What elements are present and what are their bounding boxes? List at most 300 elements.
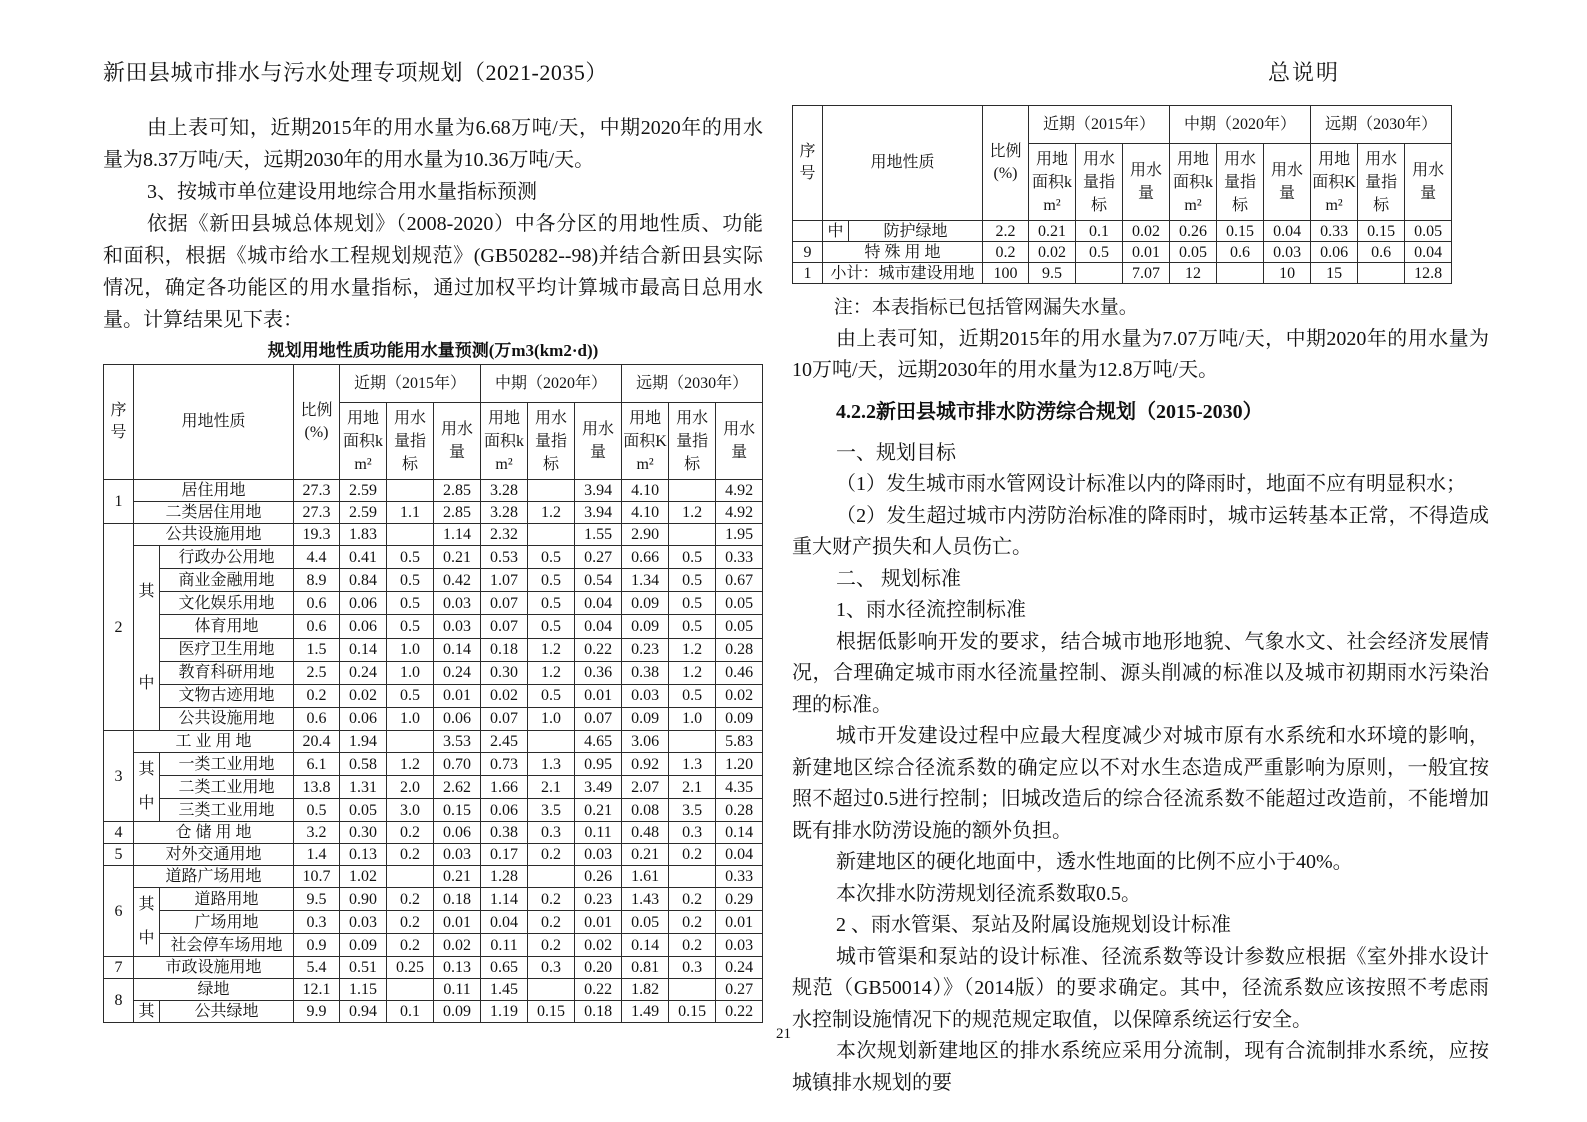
table-cell: 6.1 xyxy=(294,753,340,776)
table-cell: 5 xyxy=(104,844,134,866)
table-cell: 0.14 xyxy=(434,638,481,661)
table-cell: 0.18 xyxy=(481,638,528,661)
table-cell xyxy=(528,524,575,546)
table-cell: 0.58 xyxy=(340,753,387,776)
table-note: 注：本表指标已包括管网漏失水量。 xyxy=(833,297,1138,318)
table-cell: 0.09 xyxy=(622,615,669,638)
table-cell: 2.62 xyxy=(434,776,481,799)
table-cell: 0.18 xyxy=(575,1001,622,1023)
table-cell: 0.07 xyxy=(575,707,622,730)
table-cell: 1.2 xyxy=(528,502,575,524)
table-cell: 0.06 xyxy=(340,592,387,615)
table-cell: 0.04 xyxy=(575,615,622,638)
table-cell: 0.27 xyxy=(575,546,622,569)
table-cell: 0.2 xyxy=(528,844,575,866)
table-cell: 1.19 xyxy=(481,1001,528,1023)
table-cell: 0.03 xyxy=(716,934,763,957)
table-cell: 居住用地 xyxy=(134,480,294,502)
table-cell: 1.15 xyxy=(340,979,387,1001)
table-cell: 0.21 xyxy=(434,866,481,888)
table-cell: 1.1 xyxy=(387,502,434,524)
table-cell: 2.2 xyxy=(983,221,1029,242)
table-cell: 0.03 xyxy=(434,844,481,866)
table-cell: 0.2 xyxy=(983,242,1029,263)
table-cell: 0.07 xyxy=(481,707,528,730)
table-cell: 7.07 xyxy=(1123,263,1170,284)
table-cell: 0.5 xyxy=(669,569,716,592)
table-cell: 用地性质 xyxy=(134,365,294,480)
table-cell: 2.45 xyxy=(481,731,528,753)
table-cell: 0.06 xyxy=(340,707,387,730)
table-cell: 8 xyxy=(104,979,134,1023)
table-cell: 0.14 xyxy=(716,822,763,844)
table-cell: 1.55 xyxy=(575,524,622,546)
table-cell: 远期（2030年） xyxy=(1311,106,1452,144)
table-cell: 0.11 xyxy=(434,979,481,1001)
table-cell: 3.53 xyxy=(434,731,481,753)
table-cell: 9.9 xyxy=(294,1001,340,1023)
table-cell: 0.14 xyxy=(622,934,669,957)
table-cell: 0.17 xyxy=(481,844,528,866)
table-cell: 0.11 xyxy=(481,934,528,957)
table-cell: 5.83 xyxy=(716,731,763,753)
table-cell: 用地面积Km² xyxy=(622,403,669,480)
table-cell: 0.15 xyxy=(669,1001,716,1023)
table-cell: 4.65 xyxy=(575,731,622,753)
table-cell: 0.04 xyxy=(716,844,763,866)
table-cell: 0.5 xyxy=(387,592,434,615)
table-cell: 公共绿地 xyxy=(160,1001,294,1023)
table-cell: 0.01 xyxy=(434,684,481,707)
table-cell: 近期（2015年） xyxy=(340,365,481,403)
table-cell: 0.03 xyxy=(575,844,622,866)
table-cell: 二类居住用地 xyxy=(134,502,294,524)
table-cell: 中 xyxy=(823,221,849,242)
paragraph: 二、 规划标准 xyxy=(836,567,961,590)
paragraph: 由上表可知，近期2015年的用水量为6.68万吨/天，中期2020年的用水量为8.37万吨/天，远期2030年的用水量为10.36万吨/天。 xyxy=(103,117,763,171)
table-cell: 0.15 xyxy=(1217,221,1264,242)
table-cell: 用水量指标 xyxy=(1358,144,1405,221)
table-cell: 比例(%) xyxy=(294,365,340,480)
table-cell: 其中 xyxy=(134,888,160,957)
table-cell: 商业金融用地 xyxy=(160,569,294,592)
table-cell: 1.2 xyxy=(387,753,434,776)
table-cell: 1.82 xyxy=(622,979,669,1001)
table-cell: 0.30 xyxy=(340,822,387,844)
table-cell: 0.1 xyxy=(1076,221,1123,242)
water-demand-table-continued xyxy=(792,105,1452,284)
table-cell: 小计：城市建设用地 xyxy=(823,263,983,284)
table-cell: 0.1 xyxy=(387,1001,434,1023)
table-cell: 序号 xyxy=(104,365,134,480)
table-cell: 用水量 xyxy=(1405,144,1452,221)
paragraph: 本次排水防涝规划径流系数取0.5。 xyxy=(836,882,1141,905)
table-cell: 用水量 xyxy=(716,403,763,480)
table-cell: 0.03 xyxy=(340,911,387,934)
table-cell: 0.23 xyxy=(575,888,622,911)
table-cell: 0.05 xyxy=(622,911,669,934)
table-cell: 20.4 xyxy=(294,731,340,753)
table-cell: 1.5 xyxy=(294,638,340,661)
table-cell: 1.2 xyxy=(669,638,716,661)
table-cell: 9.5 xyxy=(294,888,340,911)
table-cell: 0.5 xyxy=(669,615,716,638)
table-cell: 0.33 xyxy=(716,866,763,888)
table-cell: 1.0 xyxy=(387,638,434,661)
table-cell: 0.04 xyxy=(481,911,528,934)
table-cell: 9.5 xyxy=(1029,263,1076,284)
table-cell: 0.08 xyxy=(622,799,669,822)
table-cell: 0.53 xyxy=(481,546,528,569)
table-cell: 0.2 xyxy=(669,934,716,957)
table-cell: 0.23 xyxy=(622,638,669,661)
table-cell: 0.41 xyxy=(340,546,387,569)
table-cell: 用地面积km² xyxy=(340,403,387,480)
table-cell: 0.14 xyxy=(340,638,387,661)
table-cell: 27.3 xyxy=(294,502,340,524)
table-cell: 0.28 xyxy=(716,799,763,822)
table-cell: 0.2 xyxy=(528,934,575,957)
table-cell: 0.3 xyxy=(528,822,575,844)
table-cell: 1.66 xyxy=(481,776,528,799)
table-cell: 8.9 xyxy=(294,569,340,592)
table-cell: 10 xyxy=(1264,263,1311,284)
paragraph: 由上表可知，近期2015年的用水量为7.07万吨/天，中期2020年的用水量为10万吨/天，远期2030年的用水量为12.8万吨/天。 xyxy=(792,327,1489,381)
table-cell: 用地面积Km² xyxy=(1311,144,1358,221)
table-cell: 0.21 xyxy=(575,799,622,822)
table-cell: 0.21 xyxy=(434,546,481,569)
section-heading: 4.2.2新田县城市排水防涝综合规划（2015-2030） xyxy=(836,400,1263,423)
table-cell: 0.02 xyxy=(1123,221,1170,242)
table-cell: 0.02 xyxy=(1029,242,1076,263)
table-cell: 6 xyxy=(104,866,134,957)
table-cell: 0.22 xyxy=(575,979,622,1001)
table-cell: 1.2 xyxy=(669,502,716,524)
table-cell: 0.42 xyxy=(434,569,481,592)
table-cell: 0.22 xyxy=(716,1001,763,1023)
table-cell: 0.3 xyxy=(669,822,716,844)
table-cell: 0.24 xyxy=(340,661,387,684)
table-cell: 5.4 xyxy=(294,957,340,979)
paragraph: 本次规划新建地区的排水系统应采用分流制，现有合流制排水系统，应按城镇排水规划的要 xyxy=(792,1040,1489,1094)
table-cell: 0.06 xyxy=(434,822,481,844)
table-cell: 0.21 xyxy=(622,844,669,866)
table-cell: 3 xyxy=(104,731,134,822)
table-cell: 0.06 xyxy=(340,615,387,638)
table-cell: 仓 储 用 地 xyxy=(134,822,294,844)
table-cell: 1.45 xyxy=(481,979,528,1001)
table-cell xyxy=(1358,263,1405,284)
table-cell: 序号 xyxy=(793,106,823,221)
table-cell: 0.02 xyxy=(434,934,481,957)
table-cell: 0.5 xyxy=(387,684,434,707)
table-cell: 0.02 xyxy=(340,684,387,707)
table-cell: 2.85 xyxy=(434,502,481,524)
table-cell: 1.0 xyxy=(528,707,575,730)
table-cell xyxy=(669,480,716,502)
table-cell: 0.05 xyxy=(716,592,763,615)
table-cell: 防护绿地 xyxy=(849,221,983,242)
table-cell: 1.31 xyxy=(340,776,387,799)
document-title-header: 新田县城市排水与污水处理专项规划（2021-2035） xyxy=(103,60,608,85)
table-cell: 1.34 xyxy=(622,569,669,592)
table-cell: 0.84 xyxy=(340,569,387,592)
table-cell: 0.21 xyxy=(1029,221,1076,242)
table-cell: 0.2 xyxy=(294,684,340,707)
table-cell: 0.13 xyxy=(434,957,481,979)
table-cell: 0.09 xyxy=(622,592,669,615)
table-cell: 0.20 xyxy=(575,957,622,979)
table-cell: 1 xyxy=(104,480,134,524)
table-cell: 0.01 xyxy=(716,911,763,934)
page-number: 21 xyxy=(776,1026,791,1042)
table-cell xyxy=(669,866,716,888)
table-cell: 2.1 xyxy=(669,776,716,799)
table-cell: 1.14 xyxy=(481,888,528,911)
table-cell: 0.05 xyxy=(1170,242,1217,263)
table-cell: 0.03 xyxy=(434,615,481,638)
paragraph: 1、雨水径流控制标准 xyxy=(836,599,1026,621)
table-cell: 1.49 xyxy=(622,1001,669,1023)
table-cell: 0.30 xyxy=(481,661,528,684)
table-cell: 0.3 xyxy=(294,911,340,934)
paragraph: 新建地区的硬化地面中，透水性地面的比例不应小于40%。 xyxy=(836,851,1353,873)
table-cell: 绿地 xyxy=(134,979,294,1001)
table-cell: 0.33 xyxy=(716,546,763,569)
table-cell: 1.95 xyxy=(716,524,763,546)
table-cell: 0.27 xyxy=(716,979,763,1001)
table-cell: 用地面积km² xyxy=(1029,144,1076,221)
table-cell: 0.09 xyxy=(434,1001,481,1023)
table-cell: 0.03 xyxy=(434,592,481,615)
table-cell: 0.24 xyxy=(716,957,763,979)
table-cell: 0.18 xyxy=(434,888,481,911)
table-cell: 工 业 用 地 xyxy=(134,731,294,753)
table-cell: 1.3 xyxy=(528,753,575,776)
table-cell: 0.70 xyxy=(434,753,481,776)
table-cell: 0.06 xyxy=(1311,242,1358,263)
table-cell: 1.14 xyxy=(434,524,481,546)
table-cell: 3.94 xyxy=(575,502,622,524)
table-cell: 0.05 xyxy=(340,799,387,822)
table-cell: 0.11 xyxy=(575,822,622,844)
table-cell: 0.5 xyxy=(669,592,716,615)
table-cell: 4.35 xyxy=(716,776,763,799)
table-cell: 用水量 xyxy=(575,403,622,480)
table-cell: 0.2 xyxy=(387,844,434,866)
table-cell xyxy=(387,979,434,1001)
table-cell: 0.01 xyxy=(575,911,622,934)
table-cell: 19.3 xyxy=(294,524,340,546)
subheading: 3、按城市单位建设用地综合用水量指标预测 xyxy=(147,181,537,203)
table-cell: 0.05 xyxy=(716,615,763,638)
table-cell: 0.3 xyxy=(528,957,575,979)
table-cell: 0.06 xyxy=(434,707,481,730)
table-cell: 13.8 xyxy=(294,776,340,799)
table-cell: 0.6 xyxy=(294,592,340,615)
table-cell: 一类工业用地 xyxy=(160,753,294,776)
paragraph: 根据低影响开发的要求，结合城市地形地貌、气象水文、社会经济发展情况，合理确定城市雨水径流量控制、源头削减的标准以及城市初期雨水污染治理的标准。 xyxy=(792,630,1489,716)
table-cell: 4.4 xyxy=(294,546,340,569)
table-cell: 1.43 xyxy=(622,888,669,911)
table-cell: 27.3 xyxy=(294,480,340,502)
table-cell: 0.2 xyxy=(387,888,434,911)
table-cell xyxy=(528,731,575,753)
table-cell xyxy=(387,524,434,546)
table-cell: 0.05 xyxy=(1405,221,1452,242)
table-cell: 用水量 xyxy=(1123,144,1170,221)
table-cell: 2.85 xyxy=(434,480,481,502)
table-cell: 4.10 xyxy=(622,502,669,524)
table-cell: 0.92 xyxy=(622,753,669,776)
table-cell: 0.29 xyxy=(716,888,763,911)
table-cell: 1.20 xyxy=(716,753,763,776)
table-cell: 道路用地 xyxy=(160,888,294,911)
table-cell: 0.6 xyxy=(294,615,340,638)
table-cell: 0.28 xyxy=(716,638,763,661)
table-cell: 10.7 xyxy=(294,866,340,888)
table-cell: 2.90 xyxy=(622,524,669,546)
table-cell: 0.04 xyxy=(575,592,622,615)
right-column xyxy=(792,105,1489,1099)
table-cell: 0.5 xyxy=(1076,242,1123,263)
header-section-label: 总说明 xyxy=(1268,60,1341,85)
table-cell: 0.2 xyxy=(528,888,575,911)
table-cell: 1.94 xyxy=(340,731,387,753)
table-cell: 比例(%) xyxy=(983,106,1029,221)
table-cell: 0.73 xyxy=(481,753,528,776)
paragraph: 城市开发建设过程中应最大程度减少对城市原有水系统和水环境的影响，新建地区综合径流系数的确定应以不对水生态造成严重影响为原则，一般宜按照不超过0.5进行控制；旧城改造后的综合径流系数不能超过改造前，不能增加既有排水防涝设施的额外负担。 xyxy=(792,725,1489,842)
table-cell: 用水量指标 xyxy=(669,403,716,480)
table-cell: 0.5 xyxy=(294,799,340,822)
paragraph: （1）发生城市雨水管网设计标准以内的降雨时，地面不应有明显积水； xyxy=(836,473,1466,495)
table-cell: 用水量指标 xyxy=(1217,144,1264,221)
table-cell: 12.8 xyxy=(1405,263,1452,284)
table-cell xyxy=(1217,263,1264,284)
table-cell: 0.09 xyxy=(622,707,669,730)
table-cell: 1.28 xyxy=(481,866,528,888)
table-cell: 3.5 xyxy=(669,799,716,822)
table-cell: 4.10 xyxy=(622,480,669,502)
table-cell: 1.4 xyxy=(294,844,340,866)
table-cell: 特 殊 用 地 xyxy=(823,242,983,263)
table-cell: 2.5 xyxy=(294,661,340,684)
table-cell: 0.02 xyxy=(575,934,622,957)
table-cell: 0.01 xyxy=(1123,242,1170,263)
table-cell: 对外交通用地 xyxy=(134,844,294,866)
table-cell: 用水量指标 xyxy=(387,403,434,480)
table-cell: 2.0 xyxy=(387,776,434,799)
table-cell: 0.25 xyxy=(387,957,434,979)
table-cell: 其中 xyxy=(134,546,160,731)
table-cell: 0.48 xyxy=(622,822,669,844)
table-cell xyxy=(387,731,434,753)
table-cell xyxy=(387,480,434,502)
table-cell: 0.01 xyxy=(434,911,481,934)
table-cell: 2.07 xyxy=(622,776,669,799)
table-cell: 3.06 xyxy=(622,731,669,753)
table-cell: 1.83 xyxy=(340,524,387,546)
table-cell: 0.51 xyxy=(340,957,387,979)
table-cell: 0.2 xyxy=(387,822,434,844)
left-column xyxy=(103,112,763,1023)
table-cell: 0.06 xyxy=(481,799,528,822)
table-cell: 0.2 xyxy=(387,934,434,957)
table-cell: 1.0 xyxy=(387,661,434,684)
table-cell: 文物古迹用地 xyxy=(160,684,294,707)
table-cell: 1.61 xyxy=(622,866,669,888)
table-cell: 2.32 xyxy=(481,524,528,546)
table-cell: 体育用地 xyxy=(160,615,294,638)
table-cell: 0.33 xyxy=(1311,221,1358,242)
table-cell: 中期（2020年） xyxy=(1170,106,1311,144)
table-cell: 0.65 xyxy=(481,957,528,979)
table-cell: 0.38 xyxy=(481,822,528,844)
table-cell: 0.03 xyxy=(1264,242,1311,263)
table-cell: 公共设施用地 xyxy=(134,524,294,546)
table-cell: 0.54 xyxy=(575,569,622,592)
table-cell: 1.3 xyxy=(669,753,716,776)
paragraph: 城市管渠和泵站的设计标准、径流系数等设计参数应根据《室外排水设计规范（GB50014）》（2014版）的要求确定。其中，径流系数应该按照不考虑雨水控制设施情况下的规范规定取值，以保障系统运行安全。 xyxy=(792,945,1489,1031)
table-cell xyxy=(669,979,716,1001)
table-cell: 3.5 xyxy=(528,799,575,822)
table-cell: 12 xyxy=(1170,263,1217,284)
table-cell: 1.0 xyxy=(387,707,434,730)
table-cell: 0.09 xyxy=(340,934,387,957)
table-cell: 1.07 xyxy=(481,569,528,592)
table-cell: 0.22 xyxy=(575,638,622,661)
paragraph: 2 、雨水管渠、泵站及附属设施规划设计标准 xyxy=(836,914,1231,936)
table-cell: 道路广场用地 xyxy=(134,866,294,888)
paragraph: （2）发生超过城市内涝防治标准的降雨时，城市运转基本正常，不得造成重大财产损失和人员伤亡。 xyxy=(792,504,1489,558)
paragraph: 依据《新田县城总体规划》（2008-2020）中各分区的用地性质、功能和面积，根据《城市给水工程规划规范》(GB50282--98)并结合新田县实际情况，确定各功能区的用水量指标，通过加权平均计算城市最高日总用水量。计算结果见下表： xyxy=(103,213,763,331)
water-demand-table-left xyxy=(103,364,763,1023)
table-cell: 0.38 xyxy=(622,661,669,684)
table-cell: 9 xyxy=(793,242,823,263)
table-cell xyxy=(387,866,434,888)
table-cell: 3.94 xyxy=(575,480,622,502)
table-cell: 0.07 xyxy=(481,615,528,638)
table-cell: 0.5 xyxy=(528,615,575,638)
table-cell: 2 xyxy=(104,524,134,731)
table-cell: 0.5 xyxy=(387,546,434,569)
table-cell: 0.04 xyxy=(1405,242,1452,263)
table-cell: 0.5 xyxy=(528,569,575,592)
table-cell: 0.5 xyxy=(669,684,716,707)
table-title: 规划用地性质功能用水量预测(万m3(km2·d)) xyxy=(267,341,599,360)
table-cell: 15 xyxy=(1311,263,1358,284)
table-cell: 1.2 xyxy=(528,638,575,661)
table-cell: 3.28 xyxy=(481,502,528,524)
table-cell: 用水量 xyxy=(1264,144,1311,221)
table-cell: 0.03 xyxy=(622,684,669,707)
table-cell: 0.90 xyxy=(340,888,387,911)
table-cell: 用地性质 xyxy=(823,106,983,221)
table-cell: 0.15 xyxy=(1358,221,1405,242)
paragraph: 一、规划目标 xyxy=(836,441,956,464)
table-cell: 0.46 xyxy=(716,661,763,684)
table-cell: 12.1 xyxy=(294,979,340,1001)
table-cell: 0.5 xyxy=(528,546,575,569)
table-cell: 0.6 xyxy=(1358,242,1405,263)
table-cell: 0.6 xyxy=(1217,242,1264,263)
table-cell xyxy=(669,731,716,753)
table-cell: 7 xyxy=(104,957,134,979)
table-cell: 2.59 xyxy=(340,502,387,524)
table-cell: 0.2 xyxy=(528,911,575,934)
table-cell: 公共设施用地 xyxy=(160,707,294,730)
table-cell: 近期（2015年） xyxy=(1029,106,1170,144)
